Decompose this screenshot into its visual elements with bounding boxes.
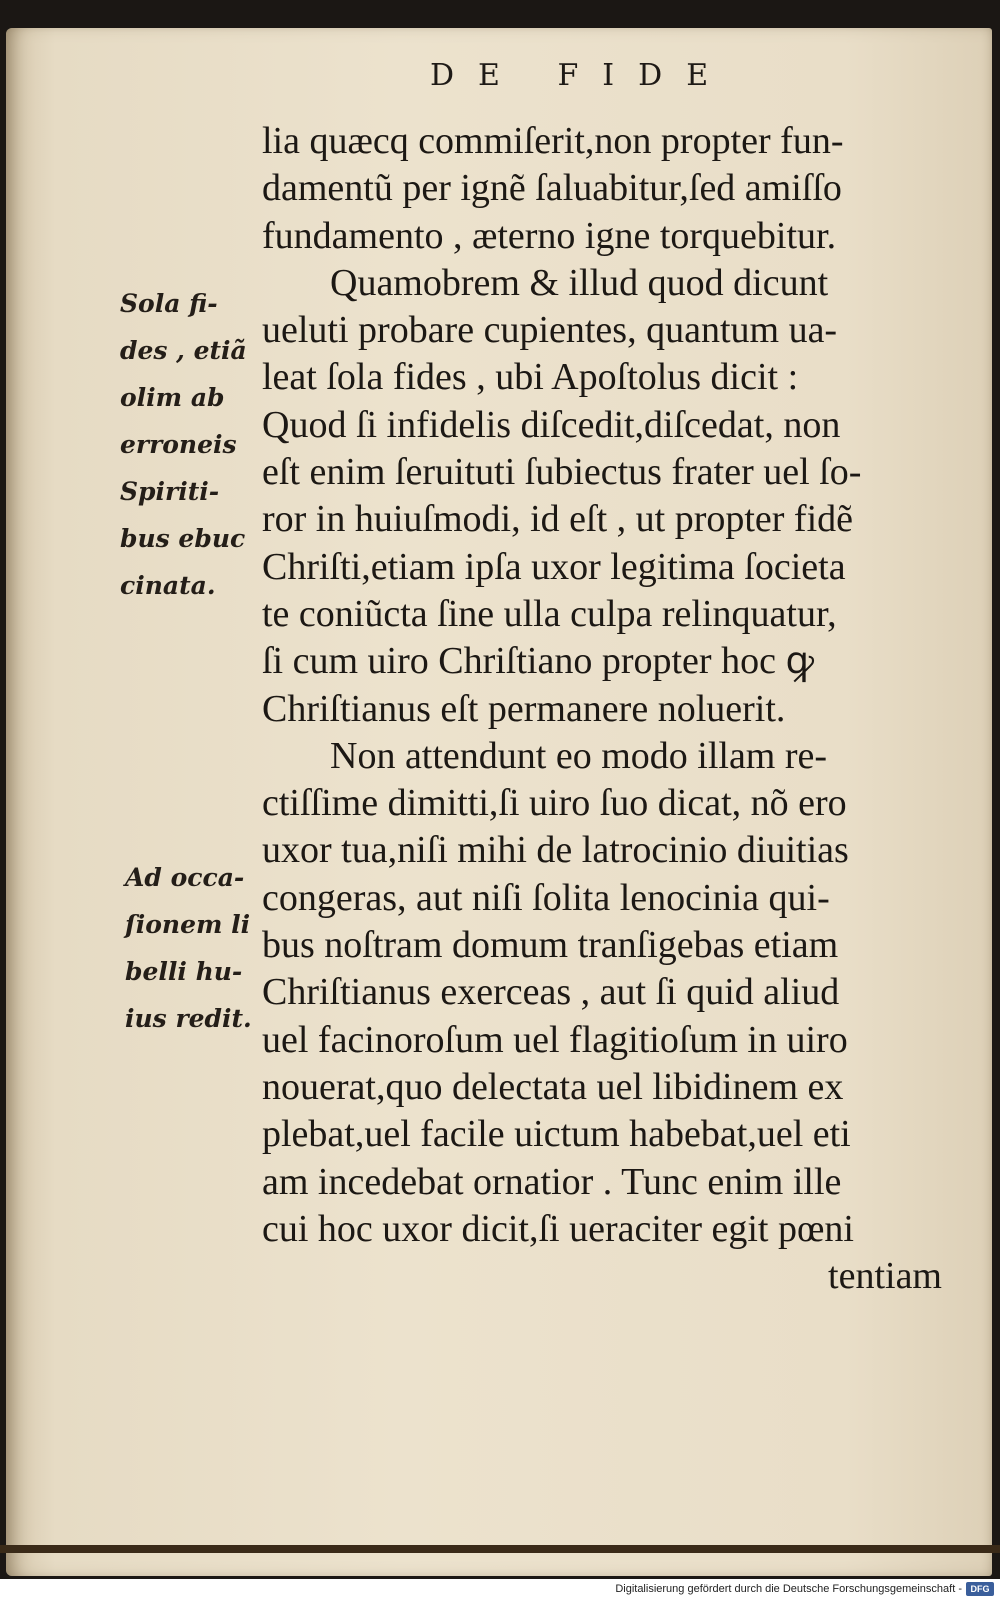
body-line: nouerat,quo delectata uel libidinem ex: [262, 1065, 844, 1108]
margin-note-line: Sola fi-: [120, 289, 218, 318]
footer-bar: [0, 1579, 1000, 1601]
footer-credit: Digitalisierung gefördert durch die Deutsche Forschungsgemeinschaft -: [615, 1583, 962, 1595]
body-line: uel facinoroſum uel flagitioſum in uiro: [262, 1018, 848, 1061]
body-line: eſt enim ſeruituti ſubiectus frater uel ſo-: [262, 451, 862, 494]
margin-note-line: des , etiã: [120, 336, 247, 365]
body-line: ror in huiuſmodi, id eſt , ut propter fidẽ: [262, 498, 854, 541]
margin-note-line: cinata.: [120, 571, 216, 600]
body-line: Chriſtianus eſt permanere noluerit.: [262, 687, 786, 730]
margin-note-sola-fides: [120, 280, 265, 609]
body-line: te coniũcta ſine ulla culpa relinquatur,: [262, 592, 837, 635]
body-line: ueluti probare cupientes, quantum ua-: [262, 309, 838, 352]
margin-note-line: ius redit.: [125, 1004, 252, 1033]
body-line: Non attendunt eo modo illam re-: [330, 734, 828, 777]
body-line: leat ſola fides , ubi Apoſtolus dicit :: [262, 356, 799, 399]
body-line: lia quæcq commiſerit,non propter fun-: [262, 120, 844, 162]
margin-note-line: olim ab: [120, 383, 225, 412]
body-line: Quod ſi infidelis diſcedit,diſcedat, non: [262, 403, 841, 446]
page-bottom-edge: [0, 1545, 1000, 1553]
dfg-logo-icon: DFG: [966, 1582, 994, 1596]
margin-note-line: ſionem li: [125, 910, 251, 939]
body-line: congeras, aut niſi ſolita lenocinia qui-: [262, 876, 830, 919]
body-line: fundamento , æterno igne torquebitur.: [262, 214, 837, 257]
catchword: tentiam: [828, 1255, 942, 1298]
margin-note-line: erroneis: [120, 430, 237, 459]
margin-note-line: Spiriti-: [120, 477, 220, 506]
body-line: Quamobrem & illud quod dicunt: [330, 261, 829, 304]
body-line: bus noſtram domum tranſigebas etiam: [262, 924, 839, 967]
body-line: ſi cum uiro Chriſtiano propter hoc ꝙ: [262, 640, 814, 683]
body-line: am incedebat ornatior . Tunc enim ille: [262, 1160, 842, 1203]
margin-note-line: belli hu-: [125, 957, 243, 986]
body-text: [262, 118, 962, 1300]
running-head: DE FIDE: [430, 58, 733, 93]
body-line: ctiſſime dimitti,ſi uiro ſuo dicat, nõ ero: [262, 782, 847, 825]
body-line: cui hoc uxor dicit,ſi ueraciter egit pœni: [262, 1207, 854, 1250]
body-line: Chriſtianus exerceas , aut ſi quid aliud: [262, 971, 840, 1014]
body-line: damentũ per ignẽ ſaluabitur,ſed amiſſo: [262, 167, 842, 210]
margin-note-ad-occasionem: [125, 854, 270, 1042]
body-line: plebat,uel facile uictum habebat,uel eti: [262, 1113, 851, 1156]
body-line: uxor tua,niſi mihi de latrocinio diuitias: [262, 829, 849, 872]
body-line: Chriſti,etiam ipſa uxor legitima ſocieta: [262, 545, 846, 588]
margin-note-line: bus ebuc: [120, 524, 246, 553]
margin-note-line: Ad occa-: [125, 863, 245, 892]
